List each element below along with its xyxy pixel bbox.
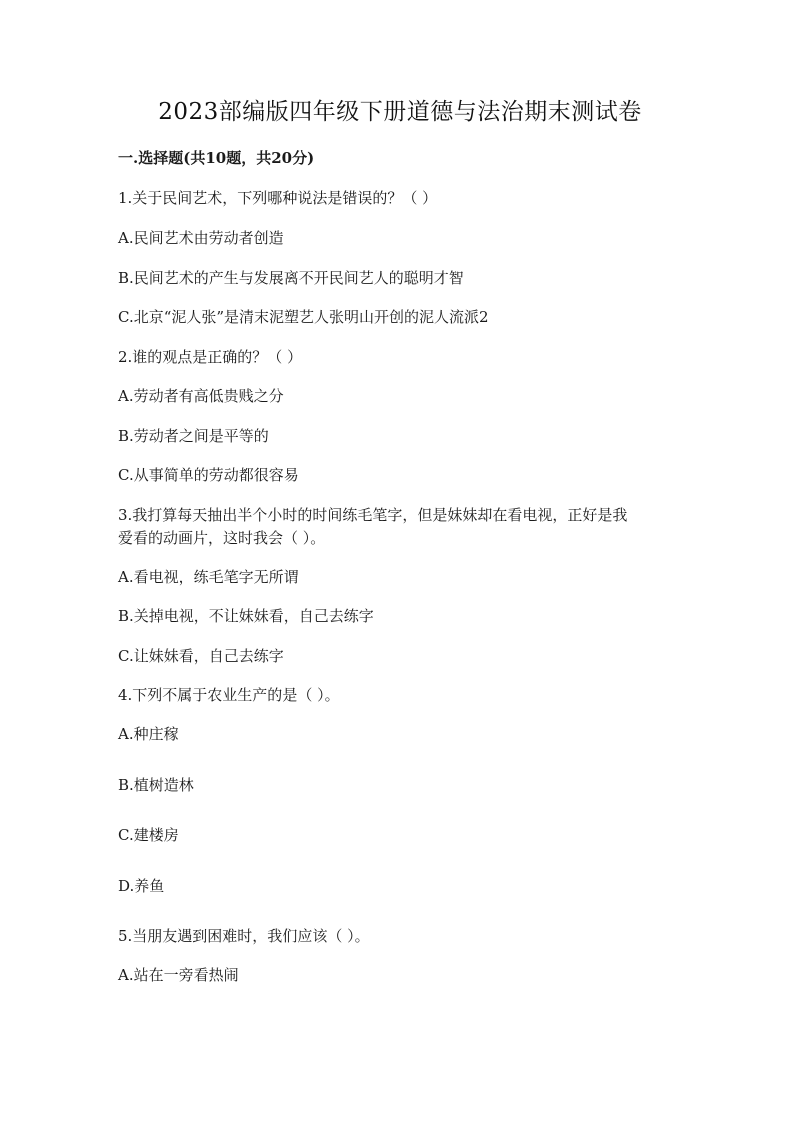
- question-1-stem: 1.关于民间艺术，下列哪种说法是错误的？（ ）: [118, 189, 438, 207]
- question-2-stem: 2.谁的观点是正确的？（ ）: [118, 348, 303, 366]
- question-4-option-a: A.种庄稼: [118, 725, 179, 743]
- question-1-option-c: C.北京“泥人张”是清末泥塑艺人张明山开创的泥人流派2: [118, 308, 489, 326]
- question-2-option-b: B.劳动者之间是平等的: [118, 427, 269, 445]
- question-4-option-c: C.建楼房: [118, 826, 179, 844]
- question-4-option-b: B.植树造林: [118, 776, 194, 794]
- question-3-option-b: B.关掉电视，不让妹妹看，自己去练字: [118, 607, 374, 625]
- question-1-option-a: A.民间艺术由劳动者创造: [118, 229, 284, 247]
- page-title: 2023部编版四年级下册道德与法治期末测试卷: [158, 99, 642, 125]
- question-5-stem: 5.当朋友遇到困难时，我们应该（ ）。: [118, 927, 370, 945]
- question-1-option-b: B.民间艺术的产生与发展离不开民间艺人的聪明才智: [118, 269, 464, 287]
- question-3-stem-line-1: 3.我打算每天抽出半个小时的时间练毛笔字，但是妹妹却在看电视，正好是我: [118, 506, 628, 524]
- question-3-option-a: A.看电视，练毛笔字无所谓: [118, 568, 299, 586]
- question-4-option-d: D.养鱼: [118, 877, 165, 895]
- question-2-option-c: C.从事简单的劳动都很容易: [118, 466, 299, 484]
- question-4-stem: 4.下列不属于农业生产的是（ ）。: [118, 686, 340, 704]
- question-5-option-a: A.站在一旁看热闹: [118, 966, 239, 984]
- section-heading: 一.选择题(共10题，共20分): [118, 149, 315, 167]
- question-3-stem-line-2: 爱看的动画片，这时我会（ ）。: [118, 529, 326, 547]
- question-3-option-c: C.让妹妹看，自己去练字: [118, 647, 284, 665]
- question-2-option-a: A.劳动者有高低贵贱之分: [118, 387, 284, 405]
